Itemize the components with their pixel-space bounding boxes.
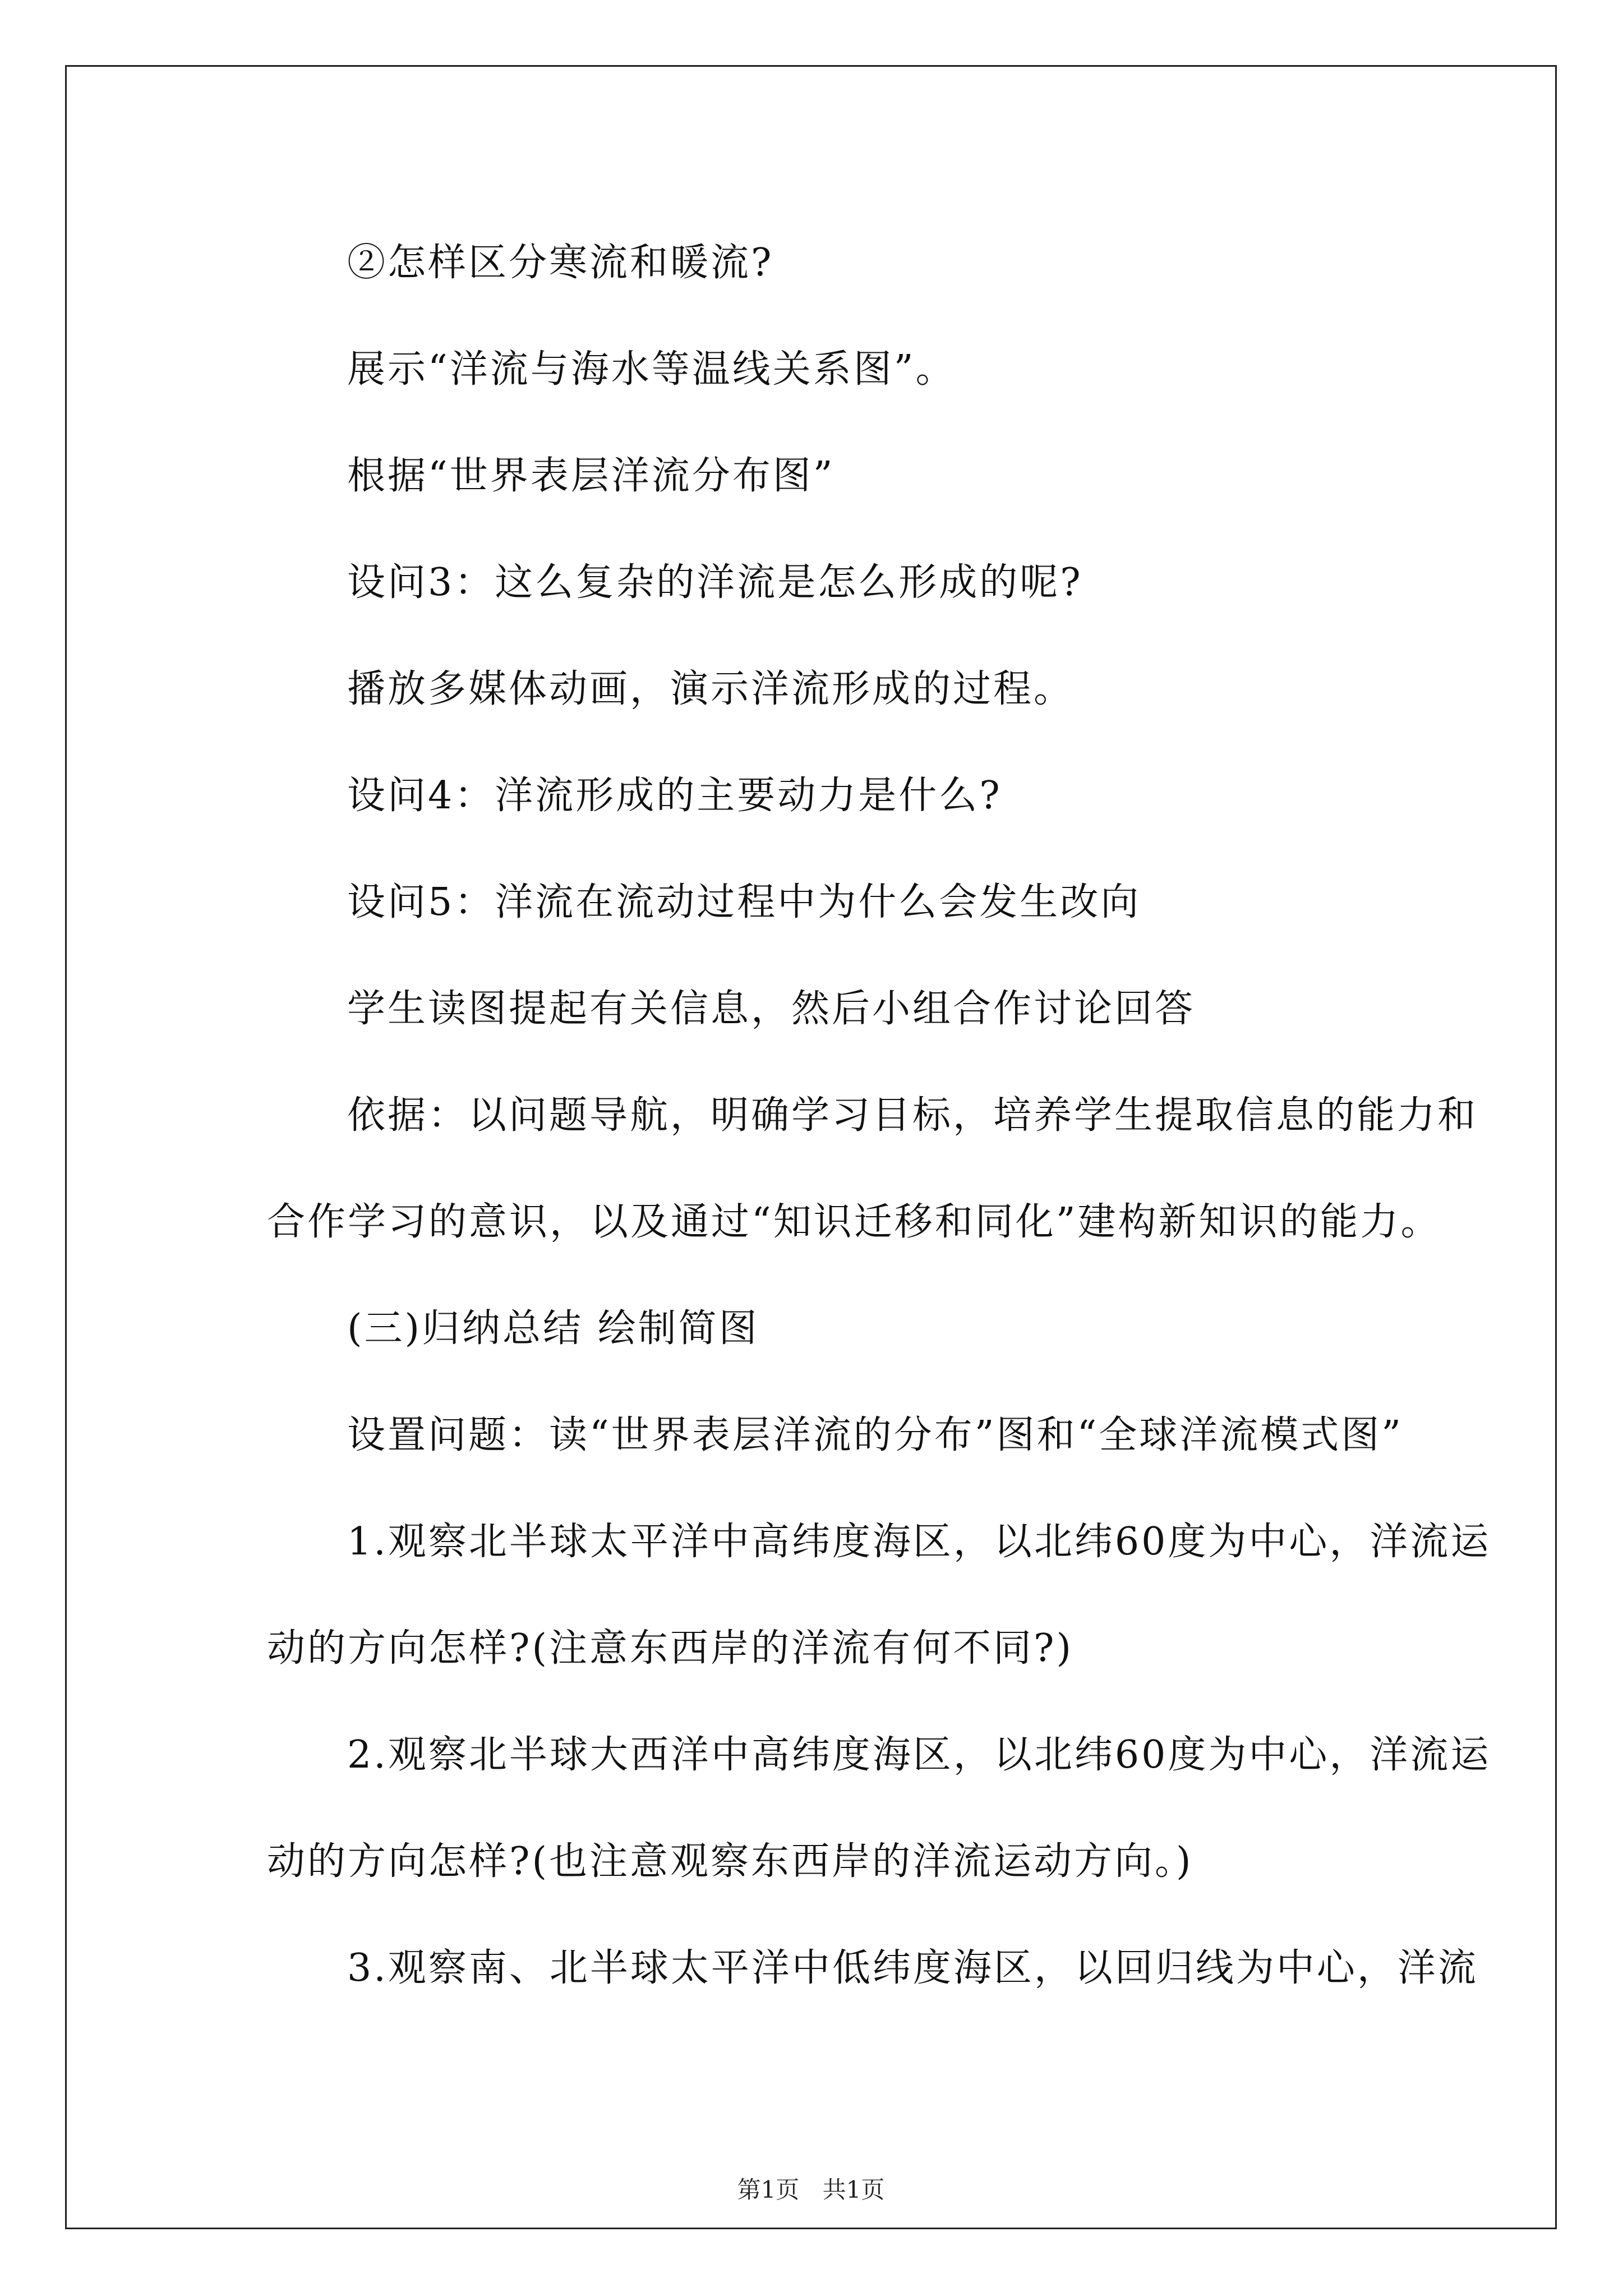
paragraph: 设置问题：读“世界表层洋流的分布”图和“全球洋流模式图” xyxy=(347,1413,1404,1457)
list-item-continuation: 动的方向怎样?(注意东西岸的洋流有何不同?) xyxy=(267,1626,1073,1671)
paragraph: 依据：以问题导航，明确学习目标，培养学生提取信息的能力和 xyxy=(347,1093,1478,1138)
paragraph: 根据“世界表层洋流分布图” xyxy=(347,454,835,498)
paragraph: 展示“洋流与海水等温线关系图”。 xyxy=(347,347,956,392)
paragraph: 设问3：这么复杂的洋流是怎么形成的呢? xyxy=(347,560,1083,605)
list-item: 1.观察北半球太平洋中高纬度海区，以北纬60度为中心，洋流运 xyxy=(347,1520,1491,1564)
document-body xyxy=(67,67,1555,2228)
list-item: 3.观察南、北半球太平洋中低纬度海区，以回归线为中心，洋流 xyxy=(347,1946,1478,1990)
page-total: 共1页 xyxy=(822,2176,885,2203)
paragraph-continuation: 合作学习的意识，以及通过“知识迁移和同化”建构新知识的能力。 xyxy=(267,1200,1441,1244)
list-item-continuation: 动的方向怎样?(也注意观察东西岸的洋流运动方向。) xyxy=(267,1839,1193,1884)
paragraph: 播放多媒体动画，演示洋流形成的过程。 xyxy=(347,667,1075,711)
section-heading: (三)归纳总结 绘制简图 xyxy=(347,1306,759,1351)
paragraph: 设问4：洋流形成的主要动力是什么? xyxy=(347,774,1002,818)
page-footer xyxy=(67,2173,1555,2207)
paragraph: 学生读图提起有关信息，然后小组合作讨论回答 xyxy=(347,987,1196,1031)
paragraph: ②怎样区分寒流和暖流? xyxy=(347,241,774,285)
paragraph: 设问5：洋流在流动过程中为什么会发生改向 xyxy=(347,880,1141,924)
page-number: 第1页 xyxy=(737,2176,800,2203)
list-item: 2.观察北半球大西洋中高纬度海区，以北纬60度为中心，洋流运 xyxy=(347,1733,1491,1777)
page-frame xyxy=(65,65,1557,2229)
